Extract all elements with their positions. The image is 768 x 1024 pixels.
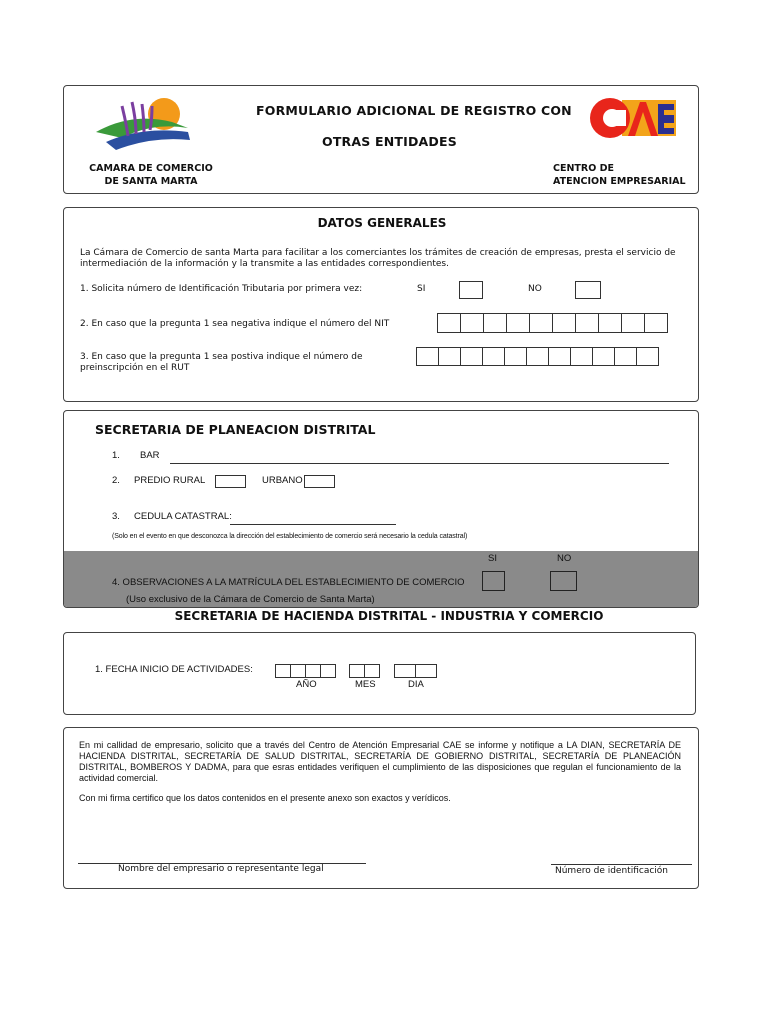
urbano-checkbox[interactable] (304, 475, 335, 488)
ano-label: AÑO (296, 679, 317, 690)
q2-label: 2. En caso que la pregunta 1 sea negativa indique el número del NIT (80, 319, 390, 329)
cedula-catastral-label: CEDULA CATASTRAL: (134, 511, 232, 522)
obs-no-label: NO (557, 553, 572, 564)
planeacion-box (63, 410, 699, 608)
dia-input-cells[interactable] (394, 664, 437, 678)
fecha-inicio-label: 1. FECHA INICIO DE ACTIVIDADES: (95, 664, 253, 675)
item1-label: BAR (140, 450, 160, 461)
bar-input-line[interactable] (170, 451, 669, 464)
mes-input-cells[interactable] (349, 664, 380, 678)
item3-num: 3. (112, 511, 120, 522)
hacienda-box (63, 632, 696, 715)
datos-intro: La Cámara de Comercio de santa Marta para facilitar a los comerciantes los trámites de creación de empresas, presta el servicio de intermediación de la información y la transmite a las entidades correspondientes. (80, 248, 676, 269)
signature-line[interactable] (78, 849, 366, 864)
planeacion-title: SECRETARIA DE PLANEACION DISTRITAL (95, 422, 376, 437)
cedula-catastral-line[interactable] (230, 512, 396, 525)
cedula-note: (Solo en el evento en que desconozca la dirección del establecimiento de comercio será necesario la cedula catastral) (112, 533, 468, 540)
datos-generales-box (63, 207, 699, 402)
obs-si-label: SI (488, 553, 497, 564)
id-number-label: Número de identificación (555, 866, 668, 876)
obs-no-checkbox[interactable] (550, 571, 577, 591)
hacienda-title: SECRETARIA DE HACIENDA DISTRITAL - INDUSTRIA Y COMERCIO (174, 609, 604, 623)
left-org-line2: DE SANTA MARTA (104, 176, 198, 187)
q3-line2: preinscripción en el RUT (80, 363, 190, 373)
urbano-label: URBANO (262, 475, 303, 486)
form-title-line1: FORMULARIO ADICIONAL DE REGISTRO CON (256, 103, 572, 118)
dia-label: DIA (408, 679, 424, 690)
left-org-line1: CAMARA DE COMERCIO (89, 163, 213, 174)
declaracion-box (63, 727, 699, 889)
right-org-line1: CENTRO DE (553, 163, 614, 174)
datos-generales-title: DATOS GENERALES (317, 216, 447, 230)
id-number-line[interactable] (551, 850, 692, 865)
nit-input-cells[interactable] (437, 313, 668, 333)
item2-num: 2. (112, 475, 120, 486)
q3-line1: 3. En caso que la pregunta 1 sea postiva indique el número de (80, 352, 363, 362)
q3-label (80, 352, 362, 374)
q1-label: 1. Solicita número de Identificación Tributaria por primera vez: (80, 284, 363, 294)
header-box (63, 85, 699, 194)
rut-input-cells[interactable] (416, 347, 659, 366)
declaracion-para2: Con mi firma certifico que los datos contenidos en el presente anexo son exactos y verídicos. (79, 793, 451, 803)
mes-label: MES (355, 679, 376, 690)
q1-si-checkbox[interactable] (459, 281, 483, 299)
obs-si-checkbox[interactable] (482, 571, 505, 591)
item1-num: 1. (112, 450, 120, 461)
q1-no-label: NO (528, 284, 542, 294)
declaracion-para1: En mi callidad de empresario, solicito que a través del Centro de Atención Empresarial CAE se informe y notifique a LA DIAN, SECRETARÍA DE HACIENDA DISTRITAL, SECRETARÍA DE SALUD DISTRITAL, SECRETARÍA DE GOBIERNO DISTRITAL, SECRETARÍA DE PLANEACIÓN DISTRITAL, BOMBEROS Y DADMA, para que esras entidades verifiquen el cumplimiento de las disposiciones que regulan el funcionamiento de la actividad comercial. (79, 740, 681, 783)
right-org-line2: ATENCION EMPRESARIAL (553, 176, 686, 187)
camara-comercio-logo (92, 92, 196, 152)
signature-label: Nombre del empresario o representante legal (118, 864, 324, 874)
form-title-line2: OTRAS ENTIDADES (322, 134, 457, 149)
ano-input-cells[interactable] (275, 664, 336, 678)
q1-no-checkbox[interactable] (575, 281, 601, 299)
predio-rural-label: PREDIO RURAL (134, 475, 206, 486)
q1-si-label: SI (417, 284, 426, 294)
observaciones-sub: (Uso exclusivo de la Cámara de Comercio de Santa Marta) (126, 594, 375, 605)
predio-rural-checkbox[interactable] (215, 475, 246, 488)
cae-logo (588, 96, 680, 142)
observaciones-label: 4. OBSERVACIONES A LA MATRÍCULA DEL ESTABLECIMIENTO DE COMERCIO (112, 577, 465, 588)
